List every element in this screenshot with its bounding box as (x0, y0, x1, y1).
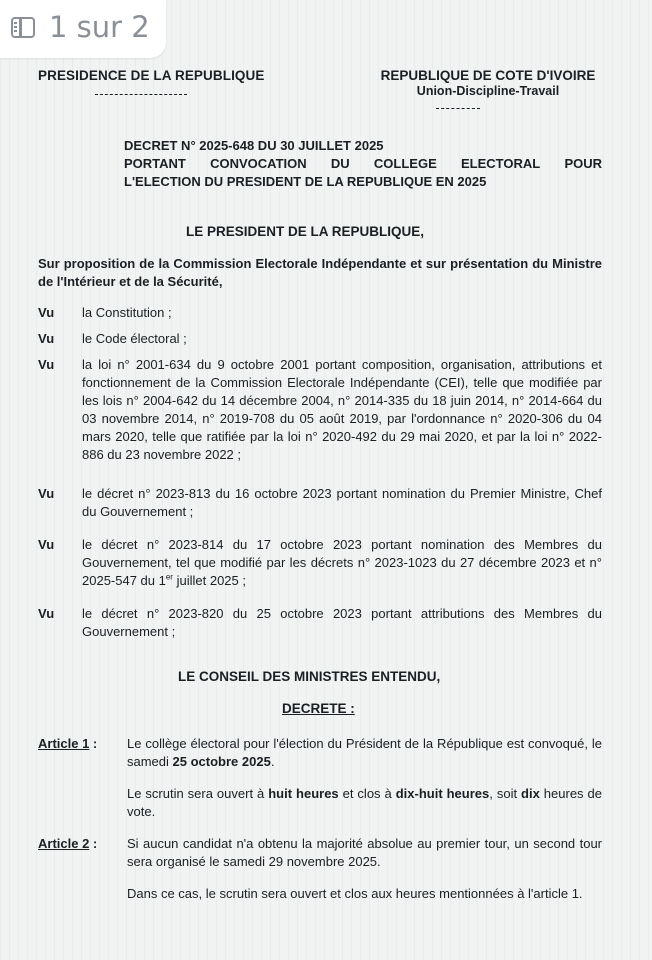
article-label-text: Article 1 (38, 736, 90, 751)
vu-label: Vu (38, 305, 55, 320)
header-republic (356, 68, 620, 98)
article-label-colon: : (89, 836, 98, 851)
article-2-paragraph: Dans ce cas, le scrutin sera ouvert et clos aux heures mentionnées à l'article 1. (127, 886, 583, 901)
vu-label: Vu (38, 486, 55, 501)
vu-label: Vu (38, 357, 55, 372)
title-word: COLLEGE (373, 156, 437, 171)
ordinal-superscript: er (165, 572, 173, 582)
decree-title-line2 (124, 155, 602, 173)
vu-text-part: juillet 2025 ; (172, 573, 246, 588)
para-bold: huit heures (268, 786, 339, 801)
header-left-divider (95, 94, 187, 95)
vu-label: Vu (38, 606, 55, 621)
vu-label: Vu (38, 331, 55, 346)
title-word: CONVOCATION (210, 156, 307, 171)
article-label (38, 835, 97, 853)
decree-title (124, 137, 602, 191)
vu-text: le Code électoral ; (82, 331, 187, 346)
title-word: POUR (564, 156, 602, 171)
vu-text: la Constitution ; (82, 305, 172, 320)
article-text: Si aucun candidat n'a obtenu la majorité absolue au premier tour, un second tour sera organisé le samedi 29 novembre 2025. (127, 836, 602, 869)
para-part: heures de vote. (127, 786, 602, 819)
article-text-bold: 25 octobre 2025 (172, 754, 271, 769)
article-text (127, 735, 602, 771)
article-text-part: . (270, 754, 275, 769)
vu-text: la loi n° 2001-634 du 9 octobre 2001 portant composition, organisation, attributions et fonctionnement de la Commission Electorale Indépendante (CEI), telle que modifiée par les lois n° 2004-642 du 14 décembre 2004, n° 2014-335 du 18 juin 2014, n° 2014-664 du 03 novembre 2014, n° 2019-708 du 05 août 2019, par l'ordonnance n° 2020-306 du 04 mars 2020, telle que ratifiée par la loi n° 2020-492 du 29 mai 2020, et par la loi n° 2022-886 du 23 novembre 2022 ; (82, 357, 602, 462)
decrete-heading: DECRETE : (282, 701, 355, 716)
sidebar-toggle-icon[interactable] (11, 17, 35, 38)
article-text-part: Le collège électoral pour l'élection du Président de la République est convoqué, le samedi (127, 736, 602, 769)
header-right-divider (436, 108, 480, 109)
proposal-paragraph: Sur proposition de la Commission Electorale Indépendante et sur présentation du Ministre de l'Intérieur et de la Sécurité, (38, 256, 602, 289)
decree-title-line3: L'ELECTION DU PRESIDENT DE LA REPUBLIQUE EN 2025 (124, 174, 487, 189)
article-label-text: Article 2 (38, 836, 90, 851)
vu-text: le décret n° 2023-820 du 25 octobre 2023 portant attributions des Membres du Gouvernement ; (82, 606, 602, 639)
para-part: et clos à (338, 786, 396, 801)
republic-title: REPUBLIQUE DE COTE D'IVOIRE (380, 68, 596, 83)
council-heading: LE CONSEIL DES MINISTRES ENTENDU, (178, 669, 441, 684)
article-1-paragraph (127, 785, 602, 821)
vu-label: Vu (38, 537, 55, 552)
title-word: ELECTORAL (460, 156, 541, 171)
title-word: DU (330, 156, 350, 171)
republic-motto: Union-Discipline-Travail (416, 84, 560, 98)
page-counter: 1 sur 2 (49, 10, 150, 44)
vu-text-part: le décret n° 2023-814 du 17 octobre 2023 portant nomination des Membres du Gouvernement, tel que modifié par les décrets n° 2023-1023 du 27 décembre 2023 et n° 2025-547 du 1 (82, 537, 602, 588)
para-bold: dix-huit heures (395, 786, 490, 801)
article-label-colon: : (89, 736, 98, 751)
para-part: Le scrutin sera ouvert à (127, 786, 269, 801)
para-part: , soit (489, 786, 522, 801)
decree-number: DECRET N° 2025-648 DU 30 JUILLET 2025 (124, 138, 384, 153)
president-heading: LE PRESIDENT DE LA REPUBLIQUE, (186, 224, 425, 239)
page-indicator[interactable] (0, 0, 166, 58)
vu-text: le décret n° 2023-813 du 16 octobre 2023 portant nomination du Premier Ministre, Chef du Gouvernement ; (82, 486, 602, 519)
para-bold: dix (521, 786, 540, 801)
article-label (38, 735, 97, 753)
title-word: PORTANT (124, 156, 186, 171)
vu-text (82, 536, 602, 590)
header-presidency: PRESIDENCE DE LA REPUBLIQUE (38, 68, 265, 83)
